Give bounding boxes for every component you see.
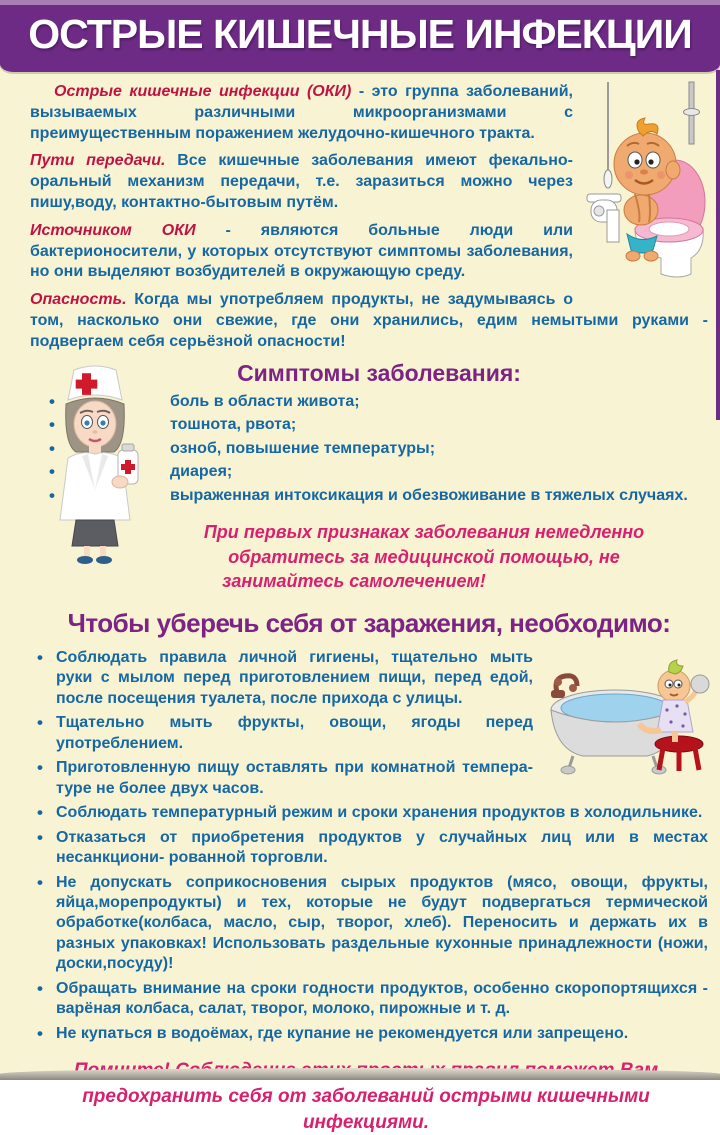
prevention-item: • Соблюдать правила личной гигиены, тщательно мыть руки с мылом перед приготовлением пищи, перед едой, после посещения туалета, после прихода с улицы. [30,648,708,709]
prevention-section [30,648,708,1044]
intro-section [30,82,708,353]
danger-lead: Опасность. [30,291,127,309]
source-text: - являются больные люди или бактерионосители, у которых отсутствуют симптомы заболевания, но они выделяют возбудителей в окружающую среду. [30,221,573,281]
symptoms-list [42,392,708,506]
symptom-item: • выраженная интоксикация и обезвоживание в тяжелых случаях. [42,486,708,506]
danger-paragraph [30,290,708,352]
prevention-item: • Обращать внимание на сроки годности продуктов, особенно скоропортящихся - варёная колбаса, салат, творог, молоко, пирожные и т. д. [30,979,708,1020]
source-lead: Источником ОКИ [30,221,196,239]
transmission-text: Все кишечные заболевания имеют фекально-оральный механизм передачи, т.е. заразиться можно через пишу,воду, контактно-бытовым путём. [30,152,573,211]
symptom-item: • боль в области живота; [42,392,708,412]
poster-header [0,0,720,72]
symptom-item: • диарея; [42,462,708,482]
symptom-item: • тошнота, рвота; [42,415,708,435]
baby-on-toilet-illustration [583,82,708,287]
poster-body [0,72,720,1135]
footer-reminder: предохранить себя от заболеваний острыми кишечными инфекциями. [82,1085,650,1133]
page-bottom-shadow [0,1068,720,1080]
right-edge-strip [716,70,720,420]
symptoms-title: Симптомы заболевания: [237,359,521,386]
header-top-strip [0,0,720,5]
intro-lead: Острые кишечные инфекции (ОКИ) [54,83,352,100]
intro-text: - это группа заболеваний, вызываемых различными микроорганизмами с преимущественным поражением желудочно-кишечного тракта. [30,83,573,142]
symptom-item: • озноб, повышение температуры; [42,439,708,459]
symptoms-section [30,360,708,594]
prevention-item: • Тщательно мыть фрукты, овощи, ягоды перед употреблением. [30,713,708,754]
prevention-item: • Соблюдать температурный режим и сроки хранения продуктов в холодильнике. [30,803,708,823]
prevention-item: • Отказаться от приобретения продуктов у случайных лиц или в местах несанкциони- рованной торговли. [30,828,708,869]
baby-on-toilet-figure [583,82,708,287]
transmission-lead: Пути передачи. [30,152,166,170]
prevention-item: • Не купаться в водоёмах, где купание не рекомендуется или запрещено. [30,1024,708,1044]
prevention-item: • Не допускать соприкосновения сырых продуктов (мясо, овощи, фрукты, яйца,морепродукты) и тех, которые не будут подвергаться термической обработке(колбаса, масло, сыр, творог, хлеб). Переносить и держать их в разных упаковках! Использовать раздельные кухонные принадлежности (ножи, доски,посуду)! [30,873,708,975]
prevention-list [30,648,708,1044]
prevention-item: • Приготовленную пищу оставлять при комнатной темпера- туре не более двух часов. [30,758,708,799]
danger-text: Когда мы употребляем продукты, не задумываясь о том, насколько они свежие, где они хранились, едим немытыми руками - подвергаем себя серьёзной опасности! [30,291,708,350]
prevention-title: Чтобы уберечь себя от заражения, необходимо: [67,608,671,639]
poster-title: ОСТРЫЕ КИШЕЧНЫЕ ИНФЕКЦИИ [28,11,692,57]
medical-help-warning: При первых признаках заболевания немедленно обратитесь за медицинской помощью, не занимайтесь самолечением! [203,522,645,591]
